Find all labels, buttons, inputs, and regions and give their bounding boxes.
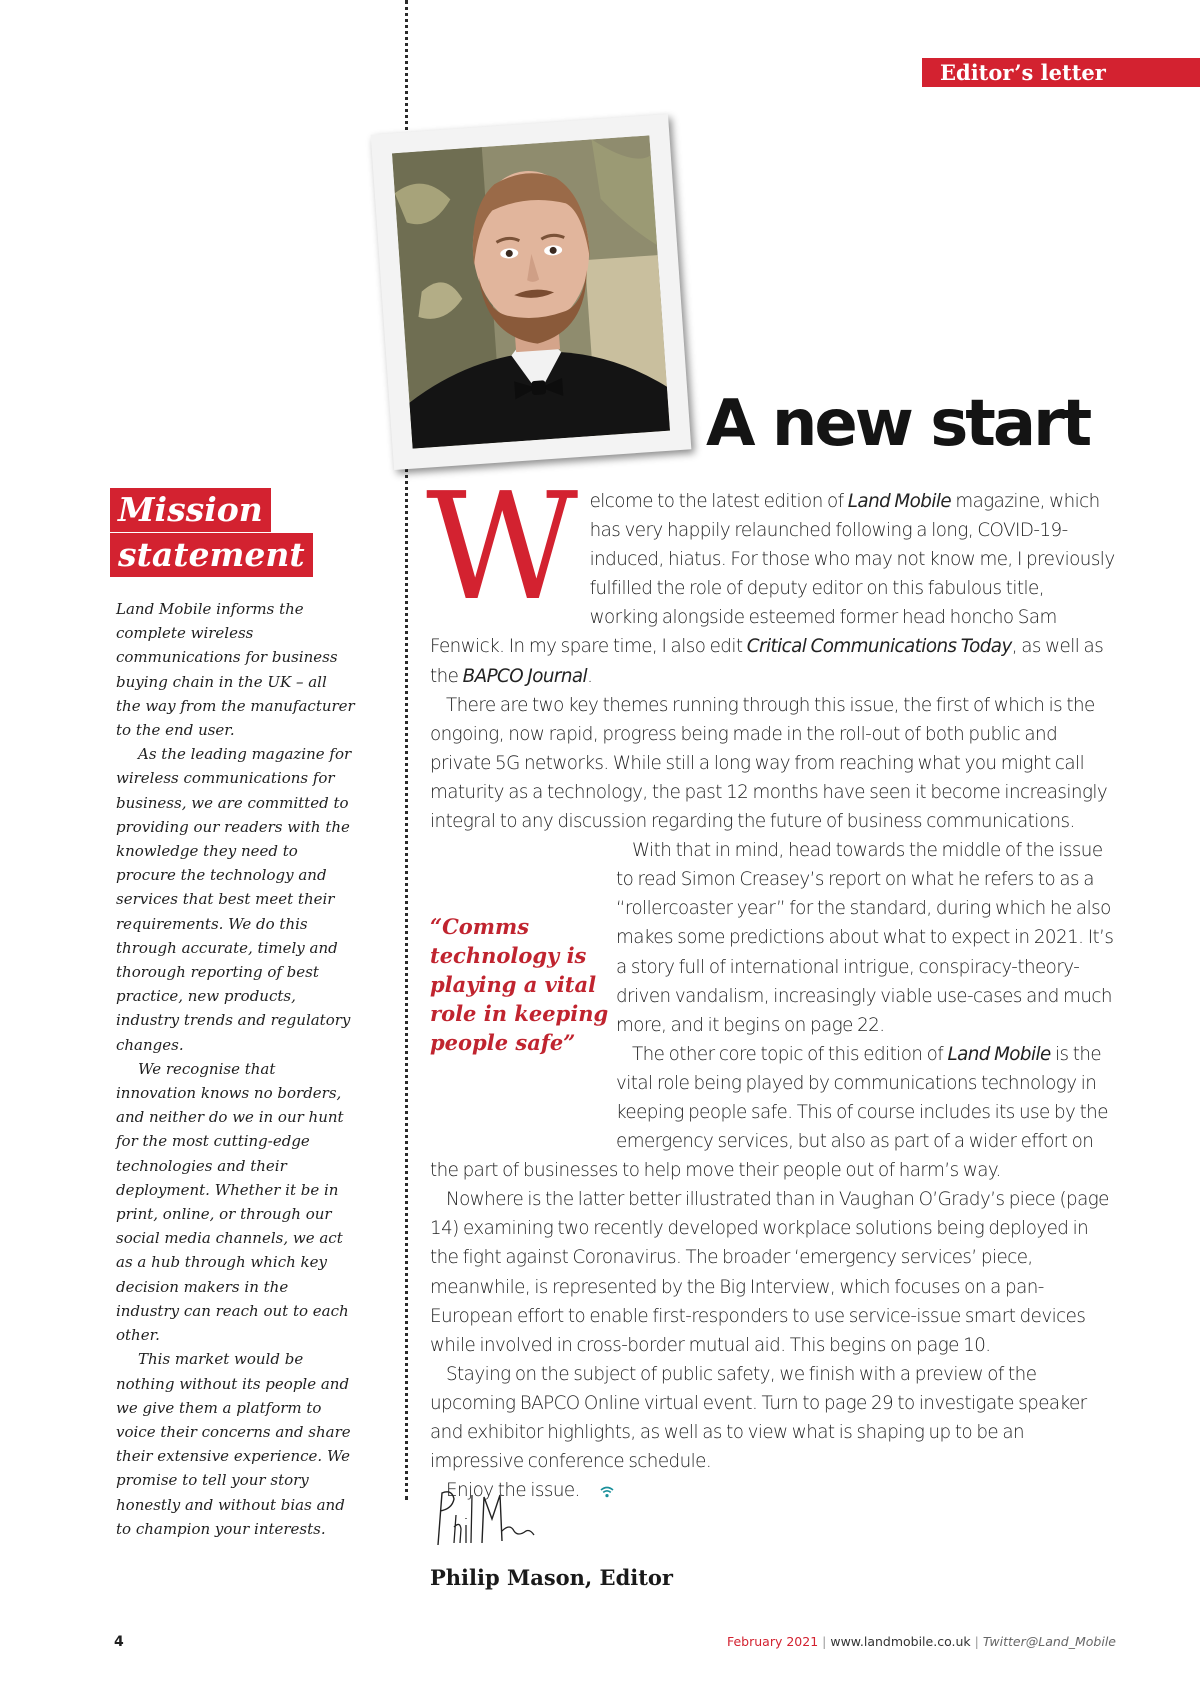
mission-statement-body <box>116 597 356 1541</box>
letter-paragraph-6: Staying on the subject of public safety, we finish with a preview of the upcoming BAPCO Online virtual event. Turn to page 29 to investigate speaker and exhibitor highlights, as well as to view what is shaping up to be an impressive conference schedule. <box>430 1363 1087 1473</box>
editor-portrait-image <box>392 135 670 448</box>
letter-paragraph-7: Enjoy the issue. <box>430 1476 1115 1507</box>
drop-cap: W <box>426 461 578 633</box>
letter-paragraph-5: Nowhere is the latter better illustrated than in Vaughan O’Grady’s piece (page 14) examining two recently developed workplace solutions being deployed in the fight against Coronavirus. The broader ‘emergency services’ piece, meanwhile, is represented by the Big Interview, which focuses on a pan-European effort to enable first-responders to use service-issue smart devices while involved in cross-border mutual aid. This begins on page 10. <box>430 1189 1109 1356</box>
letter-paragraph-1: elcome to the latest edition of Land Mobile magazine, which has very happily relaunched following a long, COVID-19-induced, hiatus. For those who may not know me, I previously fulfilled the role of deputy editor on this fabulous title, working alongside esteemed former head honcho Sam Fenwick. In my spare time, I also edit Critical Communications Today, as well as the BAPCO Journal. <box>430 491 1115 687</box>
mission-paragraph: We recognise that innovation knows no borders, and neither do we in our hunt for the most cutting-edge technologies and their deployment. Whether it be in print, online, or through our social media channels, we act as a hub through which key decision makers in the industry can reach out to each other. <box>116 1059 349 1345</box>
pull-quote: “Comms technology is playing a vital role in keeping people safe” <box>430 914 609 1055</box>
mission-title-line1: Mission <box>110 488 271 532</box>
website-link[interactable]: www.landmobile.co.uk <box>830 1634 971 1649</box>
mission-paragraph: Land Mobile informs the complete wireless communications for business buying chain in the UK – all the way from the manufacturer to the end user. <box>116 600 355 740</box>
article-headline: A new start <box>706 387 1090 461</box>
letter-paragraph-2: There are two key themes running through this issue, the first of which is the ongoing, now rapid, progress being made in the roll-out of both public and private 5G networks. While still a long way from reaching what you might call maturity as a technology, the past 12 months have seen it become increasingly integral to any discussion regarding the future of business communications. <box>430 694 1108 833</box>
sign-off: Philip Mason, Editor <box>430 1565 673 1590</box>
editor-signature <box>430 1485 540 1559</box>
issue-date: February 2021 <box>726 1634 819 1649</box>
letter-paragraph-4: The other core topic of this edition of Land Mobile is the vital role being played by communications technology in keeping people safe. This of course includes its use by the emergency services, but also as part of a wider effort on the part of businesses to help move their people out of harm’s way. <box>430 1043 1108 1182</box>
section-tag: Editor’s letter <box>922 58 1200 87</box>
mission-title-line2: statement <box>110 533 313 577</box>
wifi-signal-icon <box>584 1478 614 1507</box>
footer-info: February 2021 | www.landmobile.co.uk | Twitter@Land_Mobile <box>726 1634 1116 1649</box>
editor-photo <box>371 114 692 470</box>
twitter-handle[interactable]: Twitter@Land_Mobile <box>982 1634 1116 1649</box>
letter-paragraph-3: With that in mind, head towards the middle of the issue to read Simon Creasey’s report on what he refers to as a “rollercoaster year” for the standard, during which he also makes some predictions about what to expect in 2021. It’s a story full of international intrigue, conspiracy-theory-driven vandalism, increasingly viable use-cases and much more, and it begins on page 22. <box>430 836 1115 1040</box>
page-number: 4 <box>114 1634 124 1650</box>
mission-statement-title <box>110 488 313 577</box>
mission-paragraph: This market would be nothing without its people and we give them a platform to voice their concerns and share their extensive experience. We promise to tell your story honestly and without bias and to champion your interests. <box>116 1350 351 1538</box>
mission-paragraph: As the leading magazine for wireless communications for business, we are committed to providing our readers with the knowledge they need to procure the technology and services that best meet their requirements. We do this through accurate, timely and thorough reporting of best practice, new products, industry trends and regulatory changes. <box>116 745 352 1054</box>
